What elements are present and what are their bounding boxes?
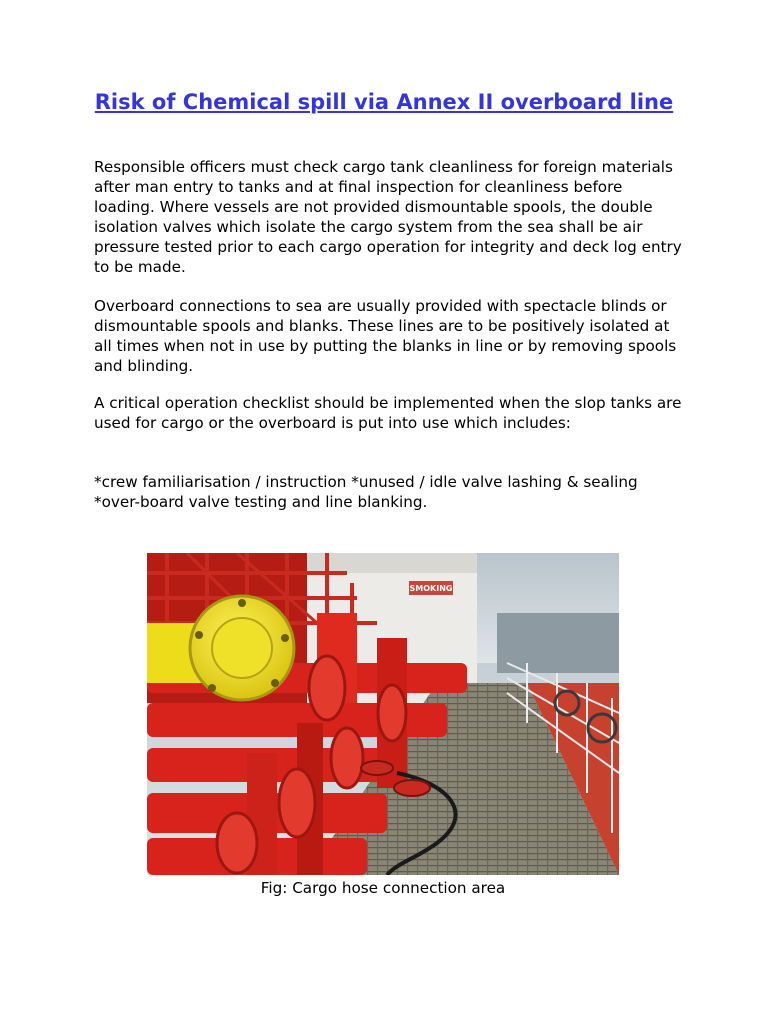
figure-caption: Fig: Cargo hose connection area — [260, 879, 506, 897]
paragraph-checklist-items: *crew familiarisation / instruction *unused / idle valve lashing & sealing *over-board valve testing and line blanking. — [94, 473, 638, 511]
paragraph-checklist: A critical operation checklist should be implemented when the slop tanks are used for cargo or the overboard is put into use which includes: — [94, 394, 682, 432]
paragraph-cleanliness: Responsible officers must check cargo tank cleanliness for foreign materials after man entry to tanks and at final inspection for cleanliness before loading. Where vessels are not provided dismountable spools, the double isolation valves which isolate the cargo system from the sea shall be air pressure tested prior to each cargo operation for integrity and deck log entry to be made. — [94, 158, 682, 276]
page-title: Risk of Chemical spill via Annex II overboard line — [94, 90, 674, 114]
cargo-deck-illustration — [147, 553, 619, 875]
cargo-hose-photo — [147, 553, 619, 875]
paragraph-overboard-connections: Overboard connections to sea are usually provided with spectacle blinds or dismountable spools and blanks. These lines are to be positively isolated at all times when not in use by putting the blanks in line or by removing spools and blinding. — [94, 297, 677, 375]
no-smoking-sign: SMOKING — [409, 584, 453, 593]
